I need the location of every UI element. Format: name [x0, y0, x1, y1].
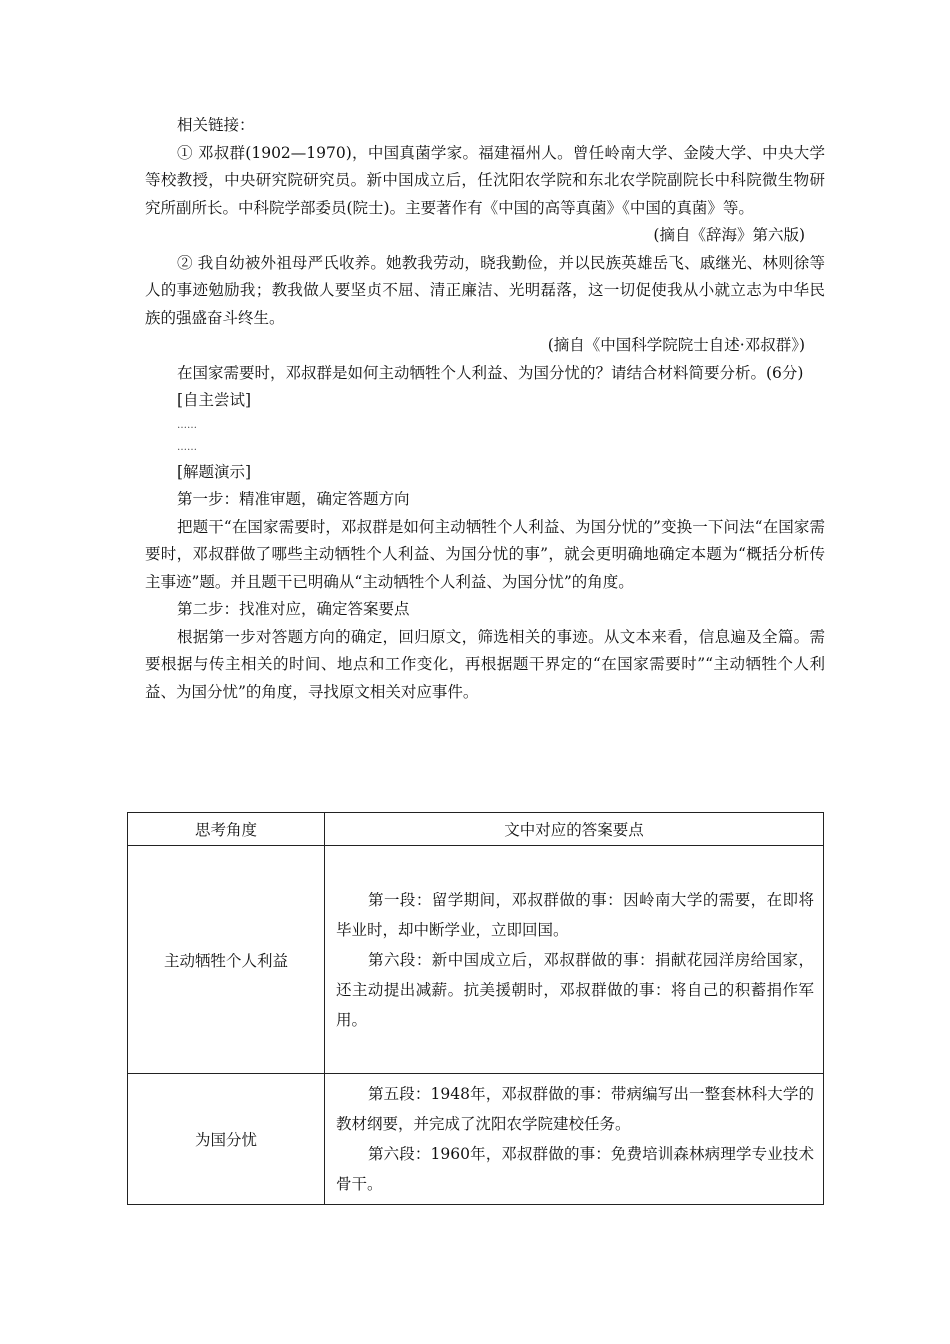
table-row: [128, 846, 824, 1074]
table-cell-points: [325, 846, 824, 1074]
answer-point: 第五段：1948年，邓叔群做的事：带病编写出一整套林科大学的教材纲要，并完成了沈阳农学院建校任务。: [336, 1085, 814, 1133]
table-cell-angle: 为国分忧: [128, 1074, 325, 1205]
step-1-text: 把题干“在国家需要时，邓叔群是如何主动牺牲个人利益、为国分忧的”变换一下问法“在国家需要时，邓叔群做了哪些主动牺牲个人利益、为国分忧的事”，就会更明确地确定本题为“概括分析传主事迹”题。并且题干已明确从“主动牺牲个人利益、为国分忧”的角度。: [145, 517, 825, 591]
table-row: [128, 1074, 824, 1205]
question: 在国家需要时，邓叔群是如何主动牺牲个人利益、为国分忧的？请结合材料简要分析。(6分): [177, 363, 804, 382]
answer-blank-line-1: ……: [177, 419, 197, 431]
answer-point: 第六段：1960年，邓叔群做的事：免费培训森林病理学专业技术骨干。: [336, 1145, 814, 1193]
table-cell-points: [325, 1074, 824, 1205]
table-header-points: 文中对应的答案要点: [325, 813, 824, 846]
link-1-paragraph: ① 邓叔群(1902—1970)，中国真菌学家。福建福州人。曾任岭南大学、金陵大学、中央大学等校教授，中央研究院研究员。新中国成立后，任沈阳农学院和东北农学院副院长中科院微生物研究所副所长。中科院学部委员(院士)。主要著作有《中国的高等真菌》《中国的真菌》等。: [145, 143, 825, 217]
answer-point: 第六段：新中国成立后，邓叔群做的事：捐献花园洋房给国家，还主动提出减薪。抗美援朝时，邓叔群做的事：将自己的积蓄捐作军用。: [336, 950, 814, 1029]
document-body: [145, 112, 825, 706]
answer-blank-line-2: ……: [177, 441, 197, 453]
step-1-title: 第一步：精准审题，确定答题方向: [177, 490, 410, 508]
step-2-title: 第二步：找准对应，确定答案要点: [177, 600, 410, 618]
self-try-heading: [自主尝试]: [177, 391, 252, 409]
step-2-text: 根据第一步对答题方向的确定，回归原文，筛选相关的事迹。从文本来看，信息遍及全篇。需要根据与传主相关的时间、地点和工作变化，再根据题干界定的“在国家需要时”“主动牺牲个人利益、为国分忧”的角度，寻找原文相关对应事件。: [145, 627, 825, 701]
answer-table: [127, 812, 824, 1205]
table-header-row: [128, 813, 824, 846]
source-2: (摘自《中国科学院院士自述·邓叔群》): [547, 336, 805, 354]
link-heading: 相关链接：: [177, 116, 255, 134]
answer-point: 第一段：留学期间，邓叔群做的事：因岭南大学的需要，在即将毕业时，却中断学业，立即回国。: [336, 890, 814, 939]
table-cell-angle: 主动牺牲个人利益: [128, 846, 325, 1074]
table-header-angle: 思考角度: [128, 813, 325, 846]
demo-heading: [解题演示]: [177, 462, 252, 481]
source-1: (摘自《辞海》第六版): [653, 226, 805, 244]
link-2-paragraph: ② 我自幼被外祖母严氏收养。她教我劳动，晓我勤俭，并以民族英雄岳飞、戚继光、林则徐等人的事迹勉励我；教我做人要坚贞不屈、清正廉洁、光明磊落，这一切促使我从小就立志为中华民族的强盛奋斗终生。: [145, 253, 825, 327]
